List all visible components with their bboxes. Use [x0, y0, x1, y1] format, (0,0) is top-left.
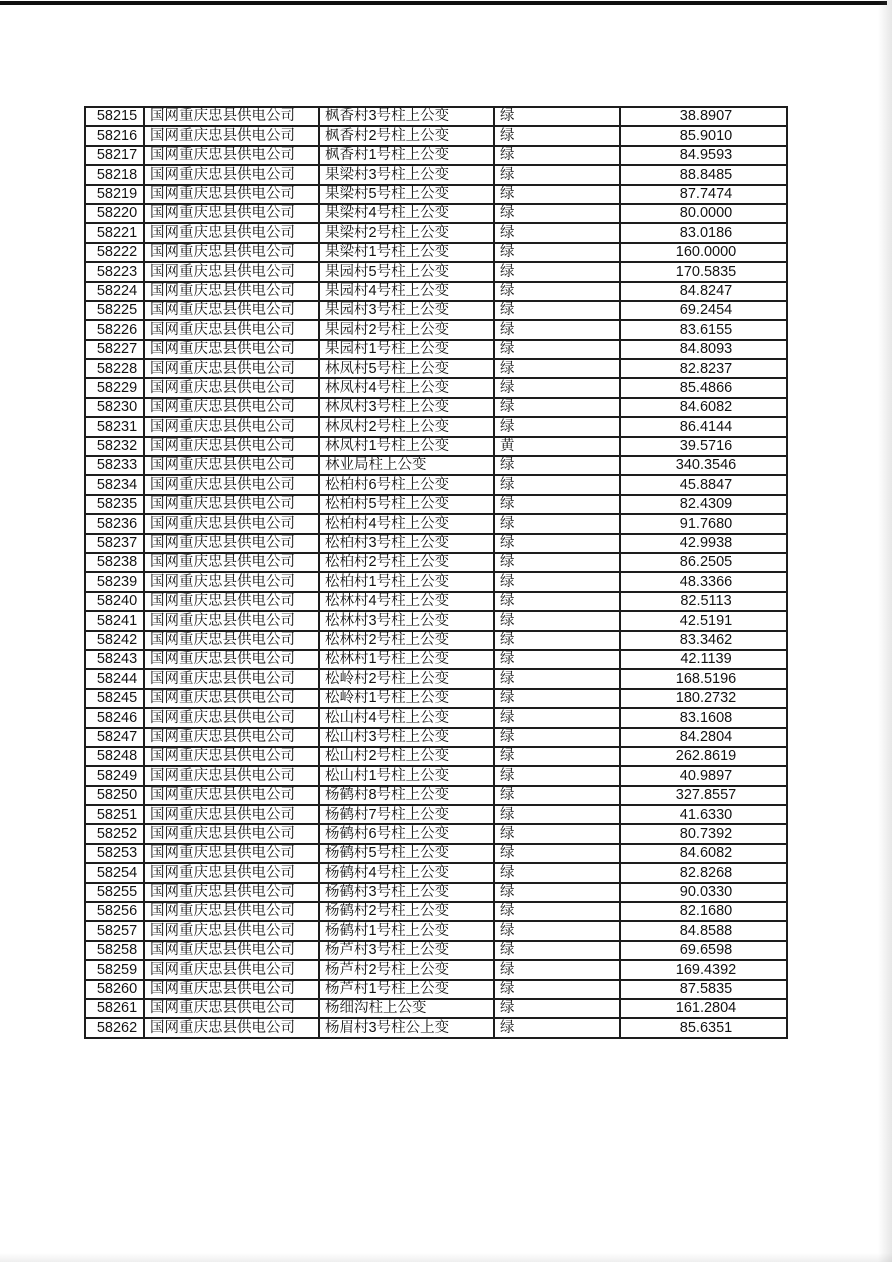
row-company-cell: 国网重庆忠县供电公司 — [144, 631, 319, 650]
row-transformer-name-cell: 松林村3号柱上公变 — [319, 611, 494, 630]
row-status-cell: 绿 — [494, 107, 620, 126]
row-transformer-name-cell: 松柏村3号柱上公变 — [319, 534, 494, 553]
row-status-cell: 绿 — [494, 165, 620, 184]
row-company-cell: 国网重庆忠县供电公司 — [144, 262, 319, 281]
table-row — [85, 844, 787, 863]
row-status-cell: 绿 — [494, 146, 620, 165]
row-company-cell: 国网重庆忠县供电公司 — [144, 475, 319, 494]
row-id-cell: 58226 — [85, 320, 144, 339]
row-value-cell: 262.8619 — [620, 747, 787, 766]
row-transformer-name-cell: 杨鹤村2号柱上公变 — [319, 902, 494, 921]
row-company-cell: 国网重庆忠县供电公司 — [144, 708, 319, 727]
row-transformer-name-cell: 杨鹤村6号柱上公变 — [319, 824, 494, 843]
row-company-cell: 国网重庆忠县供电公司 — [144, 456, 319, 475]
table-row — [85, 980, 787, 999]
row-company-cell: 国网重庆忠县供电公司 — [144, 786, 319, 805]
row-id-cell: 58261 — [85, 999, 144, 1018]
row-id-cell: 58260 — [85, 980, 144, 999]
row-transformer-name-cell: 杨细沟柱上公变 — [319, 999, 494, 1018]
row-id-cell: 58220 — [85, 204, 144, 223]
row-transformer-name-cell: 杨鹤村8号柱上公变 — [319, 786, 494, 805]
row-value-cell: 83.6155 — [620, 320, 787, 339]
row-status-cell: 绿 — [494, 514, 620, 533]
row-company-cell: 国网重庆忠县供电公司 — [144, 863, 319, 882]
row-transformer-name-cell: 杨鹤村7号柱上公变 — [319, 805, 494, 824]
row-company-cell: 国网重庆忠县供电公司 — [144, 223, 319, 242]
row-company-cell: 国网重庆忠县供电公司 — [144, 437, 319, 456]
row-company-cell: 国网重庆忠县供电公司 — [144, 999, 319, 1018]
row-transformer-name-cell: 杨芦村3号柱上公变 — [319, 941, 494, 960]
row-value-cell: 86.2505 — [620, 553, 787, 572]
row-status-cell: 绿 — [494, 980, 620, 999]
table-row — [85, 262, 787, 281]
scan-shadow-right — [878, 0, 892, 1262]
table-row — [85, 514, 787, 533]
row-id-cell: 58231 — [85, 417, 144, 436]
row-status-cell: 绿 — [494, 921, 620, 940]
table-row — [85, 669, 787, 688]
table-row — [85, 534, 787, 553]
table-row — [85, 340, 787, 359]
row-transformer-name-cell: 松林村1号柱上公变 — [319, 650, 494, 669]
row-id-cell: 58256 — [85, 902, 144, 921]
row-status-cell: 绿 — [494, 553, 620, 572]
table-row — [85, 650, 787, 669]
row-id-cell: 58229 — [85, 378, 144, 397]
table-row — [85, 611, 787, 630]
row-id-cell: 58227 — [85, 340, 144, 359]
row-company-cell: 国网重庆忠县供电公司 — [144, 883, 319, 902]
row-value-cell: 84.8247 — [620, 282, 787, 301]
row-id-cell: 58253 — [85, 844, 144, 863]
row-value-cell: 82.5113 — [620, 592, 787, 611]
row-id-cell: 58258 — [85, 941, 144, 960]
row-id-cell: 58238 — [85, 553, 144, 572]
table-row — [85, 572, 787, 591]
row-status-cell: 绿 — [494, 766, 620, 785]
row-status-cell: 黄 — [494, 437, 620, 456]
table-row — [85, 921, 787, 940]
table-row — [85, 824, 787, 843]
row-company-cell: 国网重庆忠县供电公司 — [144, 378, 319, 397]
row-company-cell: 国网重庆忠县供电公司 — [144, 359, 319, 378]
row-company-cell: 国网重庆忠县供电公司 — [144, 611, 319, 630]
row-status-cell: 绿 — [494, 1018, 620, 1037]
row-status-cell: 绿 — [494, 185, 620, 204]
row-value-cell: 69.2454 — [620, 301, 787, 320]
row-status-cell: 绿 — [494, 669, 620, 688]
row-value-cell: 85.9010 — [620, 126, 787, 145]
row-value-cell: 82.8268 — [620, 863, 787, 882]
row-company-cell: 国网重庆忠县供电公司 — [144, 728, 319, 747]
row-value-cell: 42.9938 — [620, 534, 787, 553]
row-value-cell: 83.0186 — [620, 223, 787, 242]
page-top-rule — [0, 1, 887, 5]
row-company-cell: 国网重庆忠县供电公司 — [144, 398, 319, 417]
table-row — [85, 437, 787, 456]
row-transformer-name-cell: 松山村4号柱上公变 — [319, 708, 494, 727]
row-company-cell: 国网重庆忠县供电公司 — [144, 301, 319, 320]
row-company-cell: 国网重庆忠县供电公司 — [144, 824, 319, 843]
row-status-cell: 绿 — [494, 456, 620, 475]
row-id-cell: 58239 — [85, 572, 144, 591]
table-row — [85, 320, 787, 339]
table-body — [85, 107, 787, 1038]
row-status-cell: 绿 — [494, 204, 620, 223]
table-row — [85, 282, 787, 301]
row-status-cell: 绿 — [494, 824, 620, 843]
row-transformer-name-cell: 杨鹤村5号柱上公变 — [319, 844, 494, 863]
row-id-cell: 58262 — [85, 1018, 144, 1037]
row-id-cell: 58243 — [85, 650, 144, 669]
table-row — [85, 107, 787, 126]
table-row — [85, 786, 787, 805]
row-status-cell: 绿 — [494, 747, 620, 766]
row-company-cell: 国网重庆忠县供电公司 — [144, 282, 319, 301]
row-company-cell: 国网重庆忠县供电公司 — [144, 165, 319, 184]
row-id-cell: 58232 — [85, 437, 144, 456]
row-transformer-name-cell: 林凤村5号柱上公变 — [319, 359, 494, 378]
row-transformer-name-cell: 松山村2号柱上公变 — [319, 747, 494, 766]
row-id-cell: 58222 — [85, 243, 144, 262]
row-transformer-name-cell: 果园村1号柱上公变 — [319, 340, 494, 359]
row-transformer-name-cell: 林凤村3号柱上公变 — [319, 398, 494, 417]
row-value-cell: 87.5835 — [620, 980, 787, 999]
row-id-cell: 58254 — [85, 863, 144, 882]
table-row — [85, 126, 787, 145]
row-company-cell: 国网重庆忠县供电公司 — [144, 495, 319, 514]
row-company-cell: 国网重庆忠县供电公司 — [144, 650, 319, 669]
row-status-cell: 绿 — [494, 340, 620, 359]
row-value-cell: 40.9897 — [620, 766, 787, 785]
row-transformer-name-cell: 松林村2号柱上公变 — [319, 631, 494, 650]
row-value-cell: 85.6351 — [620, 1018, 787, 1037]
row-value-cell: 42.1139 — [620, 650, 787, 669]
row-id-cell: 58246 — [85, 708, 144, 727]
table-row — [85, 359, 787, 378]
row-value-cell: 38.8907 — [620, 107, 787, 126]
row-value-cell: 168.5196 — [620, 669, 787, 688]
table-row — [85, 863, 787, 882]
row-transformer-name-cell: 果园村4号柱上公变 — [319, 282, 494, 301]
row-id-cell: 58236 — [85, 514, 144, 533]
row-transformer-name-cell: 果梁村1号柱上公变 — [319, 243, 494, 262]
scan-shadow-bottom — [0, 1253, 892, 1262]
row-value-cell: 180.2732 — [620, 689, 787, 708]
row-value-cell: 85.4866 — [620, 378, 787, 397]
row-status-cell: 绿 — [494, 844, 620, 863]
row-transformer-name-cell: 果梁村4号柱上公变 — [319, 204, 494, 223]
row-id-cell: 58248 — [85, 747, 144, 766]
row-id-cell: 58257 — [85, 921, 144, 940]
row-status-cell: 绿 — [494, 960, 620, 979]
row-company-cell: 国网重庆忠县供电公司 — [144, 941, 319, 960]
row-company-cell: 国网重庆忠县供电公司 — [144, 417, 319, 436]
row-company-cell: 国网重庆忠县供电公司 — [144, 669, 319, 688]
row-id-cell: 58218 — [85, 165, 144, 184]
row-company-cell: 国网重庆忠县供电公司 — [144, 902, 319, 921]
row-company-cell: 国网重庆忠县供电公司 — [144, 243, 319, 262]
row-status-cell: 绿 — [494, 282, 620, 301]
row-status-cell: 绿 — [494, 592, 620, 611]
row-transformer-name-cell: 松柏村2号柱上公变 — [319, 553, 494, 572]
row-value-cell: 83.3462 — [620, 631, 787, 650]
table-row — [85, 146, 787, 165]
table-row — [85, 902, 787, 921]
table-row — [85, 165, 787, 184]
row-status-cell: 绿 — [494, 805, 620, 824]
row-transformer-name-cell: 松柏村6号柱上公变 — [319, 475, 494, 494]
row-id-cell: 58216 — [85, 126, 144, 145]
row-status-cell: 绿 — [494, 398, 620, 417]
row-transformer-name-cell: 果梁村3号柱上公变 — [319, 165, 494, 184]
row-transformer-name-cell: 果园村3号柱上公变 — [319, 301, 494, 320]
row-status-cell: 绿 — [494, 417, 620, 436]
table-row — [85, 766, 787, 785]
row-company-cell: 国网重庆忠县供电公司 — [144, 107, 319, 126]
table-row — [85, 185, 787, 204]
row-id-cell: 58233 — [85, 456, 144, 475]
row-value-cell: 82.4309 — [620, 495, 787, 514]
row-company-cell: 国网重庆忠县供电公司 — [144, 980, 319, 999]
row-id-cell: 58247 — [85, 728, 144, 747]
row-transformer-name-cell: 林凤村2号柱上公变 — [319, 417, 494, 436]
row-transformer-name-cell: 杨鹤村3号柱上公变 — [319, 883, 494, 902]
table-row — [85, 301, 787, 320]
row-company-cell: 国网重庆忠县供电公司 — [144, 921, 319, 940]
row-id-cell: 58244 — [85, 669, 144, 688]
row-id-cell: 58237 — [85, 534, 144, 553]
row-transformer-name-cell: 枫香村2号柱上公变 — [319, 126, 494, 145]
row-value-cell: 90.0330 — [620, 883, 787, 902]
row-status-cell: 绿 — [494, 301, 620, 320]
row-value-cell: 327.8557 — [620, 786, 787, 805]
row-value-cell: 340.3546 — [620, 456, 787, 475]
table-row — [85, 553, 787, 572]
table-row — [85, 728, 787, 747]
row-status-cell: 绿 — [494, 126, 620, 145]
row-id-cell: 58221 — [85, 223, 144, 242]
row-value-cell: 80.0000 — [620, 204, 787, 223]
row-value-cell: 84.6082 — [620, 398, 787, 417]
row-company-cell: 国网重庆忠县供电公司 — [144, 185, 319, 204]
row-value-cell: 82.8237 — [620, 359, 787, 378]
row-transformer-name-cell: 松岭村2号柱上公变 — [319, 669, 494, 688]
row-status-cell: 绿 — [494, 708, 620, 727]
table-row — [85, 1018, 787, 1037]
table-row — [85, 417, 787, 436]
row-value-cell: 39.5716 — [620, 437, 787, 456]
row-status-cell: 绿 — [494, 650, 620, 669]
row-company-cell: 国网重庆忠县供电公司 — [144, 320, 319, 339]
row-value-cell: 48.3366 — [620, 572, 787, 591]
row-status-cell: 绿 — [494, 243, 620, 262]
row-transformer-name-cell: 杨芦村2号柱上公变 — [319, 960, 494, 979]
row-transformer-name-cell: 果园村2号柱上公变 — [319, 320, 494, 339]
row-id-cell: 58245 — [85, 689, 144, 708]
table-row — [85, 456, 787, 475]
row-value-cell: 84.9593 — [620, 146, 787, 165]
transformer-table — [84, 106, 788, 1039]
row-id-cell: 58224 — [85, 282, 144, 301]
row-value-cell: 83.1608 — [620, 708, 787, 727]
row-company-cell: 国网重庆忠县供电公司 — [144, 747, 319, 766]
row-status-cell: 绿 — [494, 689, 620, 708]
row-id-cell: 58234 — [85, 475, 144, 494]
row-id-cell: 58219 — [85, 185, 144, 204]
row-status-cell: 绿 — [494, 378, 620, 397]
row-transformer-name-cell: 松林村4号柱上公变 — [319, 592, 494, 611]
table-row — [85, 378, 787, 397]
row-transformer-name-cell: 杨眉村3号柱公上变 — [319, 1018, 494, 1037]
row-value-cell: 91.7680 — [620, 514, 787, 533]
row-status-cell: 绿 — [494, 902, 620, 921]
row-value-cell: 88.8485 — [620, 165, 787, 184]
table-row — [85, 883, 787, 902]
row-transformer-name-cell: 松柏村5号柱上公变 — [319, 495, 494, 514]
table-row — [85, 708, 787, 727]
row-transformer-name-cell: 林业局柱上公变 — [319, 456, 494, 475]
row-company-cell: 国网重庆忠县供电公司 — [144, 592, 319, 611]
row-company-cell: 国网重庆忠县供电公司 — [144, 514, 319, 533]
row-company-cell: 国网重庆忠县供电公司 — [144, 340, 319, 359]
row-company-cell: 国网重庆忠县供电公司 — [144, 204, 319, 223]
table-row — [85, 960, 787, 979]
row-value-cell: 169.4392 — [620, 960, 787, 979]
row-transformer-name-cell: 杨芦村1号柱上公变 — [319, 980, 494, 999]
table-row — [85, 398, 787, 417]
row-id-cell: 58223 — [85, 262, 144, 281]
row-transformer-name-cell: 松柏村1号柱上公变 — [319, 572, 494, 591]
row-company-cell: 国网重庆忠县供电公司 — [144, 553, 319, 572]
row-value-cell: 80.7392 — [620, 824, 787, 843]
row-status-cell: 绿 — [494, 534, 620, 553]
row-transformer-name-cell: 杨鹤村4号柱上公变 — [319, 863, 494, 882]
row-company-cell: 国网重庆忠县供电公司 — [144, 844, 319, 863]
table-row — [85, 243, 787, 262]
row-status-cell: 绿 — [494, 262, 620, 281]
table-row — [85, 747, 787, 766]
row-status-cell: 绿 — [494, 786, 620, 805]
table-row — [85, 805, 787, 824]
table-row — [85, 475, 787, 494]
row-value-cell: 82.1680 — [620, 902, 787, 921]
row-company-cell: 国网重庆忠县供电公司 — [144, 534, 319, 553]
table-row — [85, 631, 787, 650]
row-value-cell: 84.6082 — [620, 844, 787, 863]
row-status-cell: 绿 — [494, 941, 620, 960]
row-status-cell: 绿 — [494, 572, 620, 591]
row-id-cell: 58250 — [85, 786, 144, 805]
row-company-cell: 国网重庆忠县供电公司 — [144, 960, 319, 979]
row-status-cell: 绿 — [494, 863, 620, 882]
row-status-cell: 绿 — [494, 359, 620, 378]
row-id-cell: 58249 — [85, 766, 144, 785]
row-company-cell: 国网重庆忠县供电公司 — [144, 146, 319, 165]
row-value-cell: 41.6330 — [620, 805, 787, 824]
row-id-cell: 58252 — [85, 824, 144, 843]
table-row — [85, 495, 787, 514]
row-company-cell: 国网重庆忠县供电公司 — [144, 1018, 319, 1037]
row-value-cell: 161.2804 — [620, 999, 787, 1018]
row-value-cell: 160.0000 — [620, 243, 787, 262]
row-id-cell: 58259 — [85, 960, 144, 979]
row-status-cell: 绿 — [494, 611, 620, 630]
row-id-cell: 58215 — [85, 107, 144, 126]
row-id-cell: 58241 — [85, 611, 144, 630]
row-id-cell: 58240 — [85, 592, 144, 611]
row-transformer-name-cell: 枫香村1号柱上公变 — [319, 146, 494, 165]
row-id-cell: 58230 — [85, 398, 144, 417]
row-company-cell: 国网重庆忠县供电公司 — [144, 766, 319, 785]
row-transformer-name-cell: 松岭村1号柱上公变 — [319, 689, 494, 708]
row-id-cell: 58225 — [85, 301, 144, 320]
row-id-cell: 58235 — [85, 495, 144, 514]
row-status-cell: 绿 — [494, 495, 620, 514]
row-id-cell: 58217 — [85, 146, 144, 165]
row-company-cell: 国网重庆忠县供电公司 — [144, 572, 319, 591]
row-transformer-name-cell: 林凤村1号柱上公变 — [319, 437, 494, 456]
row-status-cell: 绿 — [494, 883, 620, 902]
table-row — [85, 941, 787, 960]
row-transformer-name-cell: 枫香村3号柱上公变 — [319, 107, 494, 126]
row-transformer-name-cell: 松山村3号柱上公变 — [319, 728, 494, 747]
row-id-cell: 58228 — [85, 359, 144, 378]
row-status-cell: 绿 — [494, 728, 620, 747]
table-row — [85, 689, 787, 708]
row-transformer-name-cell: 杨鹤村1号柱上公变 — [319, 921, 494, 940]
row-value-cell: 170.5835 — [620, 262, 787, 281]
row-status-cell: 绿 — [494, 999, 620, 1018]
row-transformer-name-cell: 果园村5号柱上公变 — [319, 262, 494, 281]
row-status-cell: 绿 — [494, 320, 620, 339]
table-row — [85, 204, 787, 223]
row-transformer-name-cell: 松柏村4号柱上公变 — [319, 514, 494, 533]
table-row — [85, 592, 787, 611]
row-transformer-name-cell: 果梁村5号柱上公变 — [319, 185, 494, 204]
row-id-cell: 58242 — [85, 631, 144, 650]
row-company-cell: 国网重庆忠县供电公司 — [144, 689, 319, 708]
row-value-cell: 84.8093 — [620, 340, 787, 359]
row-status-cell: 绿 — [494, 223, 620, 242]
row-status-cell: 绿 — [494, 475, 620, 494]
row-id-cell: 58255 — [85, 883, 144, 902]
row-value-cell: 69.6598 — [620, 941, 787, 960]
row-company-cell: 国网重庆忠县供电公司 — [144, 805, 319, 824]
row-value-cell: 87.7474 — [620, 185, 787, 204]
row-transformer-name-cell: 果梁村2号柱上公变 — [319, 223, 494, 242]
table-row — [85, 223, 787, 242]
row-value-cell: 84.8588 — [620, 921, 787, 940]
row-company-cell: 国网重庆忠县供电公司 — [144, 126, 319, 145]
row-value-cell: 45.8847 — [620, 475, 787, 494]
row-value-cell: 84.2804 — [620, 728, 787, 747]
row-id-cell: 58251 — [85, 805, 144, 824]
row-transformer-name-cell: 松山村1号柱上公变 — [319, 766, 494, 785]
row-value-cell: 86.4144 — [620, 417, 787, 436]
row-transformer-name-cell: 林凤村4号柱上公变 — [319, 378, 494, 397]
row-status-cell: 绿 — [494, 631, 620, 650]
table-row — [85, 999, 787, 1018]
row-value-cell: 42.5191 — [620, 611, 787, 630]
